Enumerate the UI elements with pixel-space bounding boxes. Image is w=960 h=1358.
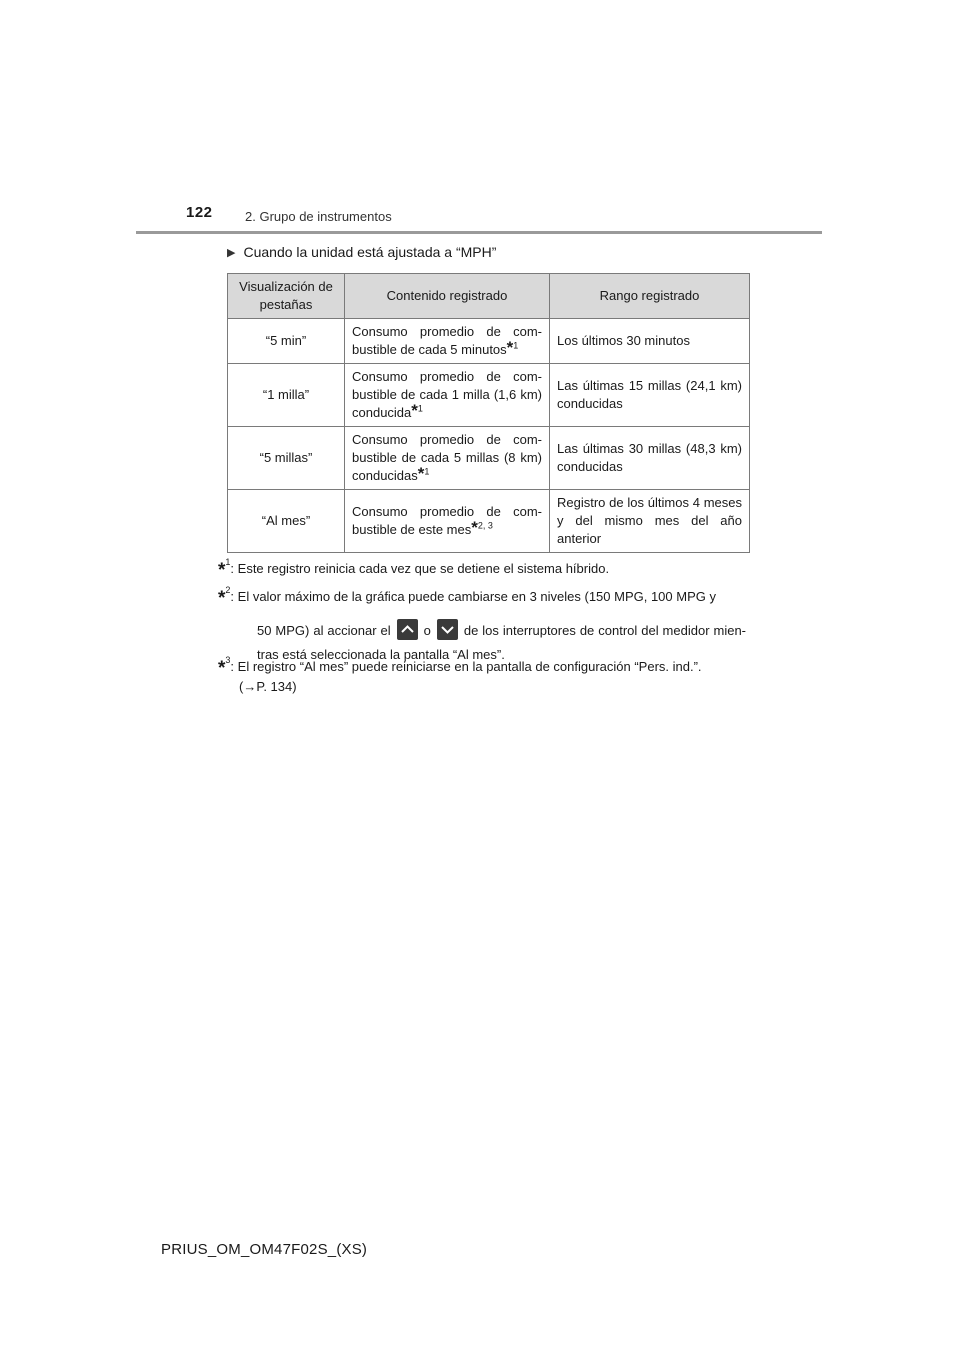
footnote-mark: *$^3$ <box>218 655 231 679</box>
section-title: 2. Grupo de instrumentos <box>245 209 392 224</box>
cell-content <box>345 364 550 427</box>
footnote-ref: 1 <box>424 466 430 477</box>
footnote-continuation: (→P. 134) <box>239 679 297 694</box>
footnote-text: : El valor máximo de la gráfica puede cambiarse en 3 niveles (150 MPG, 100 MPG y <box>230 589 716 604</box>
asterisk-mark: * <box>411 401 418 420</box>
footnote-number: 1 <box>225 557 231 567</box>
cell-tab: “Al mes” <box>228 490 345 553</box>
table-header-row <box>228 274 750 319</box>
header-rule <box>136 231 822 234</box>
column-header-range: Rango registrado <box>550 274 750 319</box>
subheading <box>227 244 496 260</box>
footnote-ref: 1 <box>513 340 519 351</box>
cell-tab: “5 millas” <box>228 427 345 490</box>
footnote-text: : El registro “Al mes” puede reiniciarse en la pantalla de configuración “Pers. ind.”. <box>230 659 702 674</box>
cell-content-text: Consumo promedio de com- bustible de cada 5 millas (8 km) conducidas <box>352 432 542 483</box>
footnote-text: : Este registro reinicia cada vez que se detiene el sistema híbrido. <box>230 561 610 576</box>
asterisk-mark: * <box>417 464 425 483</box>
column-header-content: Contenido registrado <box>345 274 550 319</box>
footnote-number: 2 <box>225 585 231 595</box>
footnote-number: 3 <box>225 655 231 665</box>
asterisk-mark: * <box>471 518 478 537</box>
footnote-text-b: de los interruptores de control del medidor mien- tras está seleccionada la pantalla “Al mes”. <box>257 623 746 662</box>
footnote-text-or: o <box>423 623 431 638</box>
cell-content <box>345 319 550 364</box>
page-number: 122 <box>186 204 213 221</box>
cell-content <box>345 490 550 553</box>
footnote-3 <box>218 654 746 699</box>
triangle-bullet-icon: ▶ <box>227 246 236 259</box>
records-table <box>227 273 750 553</box>
cell-content <box>345 427 550 490</box>
cell-content-text: Consumo promedio de com- bustible de cada 5 minutos <box>352 324 542 357</box>
footnote-text-a: 50 MPG) al accionar el <box>257 623 391 638</box>
footnote-1 <box>218 556 609 581</box>
footnote-ref: 1 <box>417 403 423 414</box>
cell-range: Los últimos 30 minutos <box>550 319 750 364</box>
cell-content-text: Consumo promedio de com- bustible de este mes <box>352 504 542 537</box>
table-row <box>228 427 750 490</box>
cell-content-text: Consumo promedio de com- bustible de cada 1 milla (1,6 km) conducida <box>352 369 542 420</box>
cell-range: Registro de los últimos 4 meses y del mismo mes del año anterior <box>550 490 750 553</box>
cell-tab: “1 milla” <box>228 364 345 427</box>
chevron-down-icon <box>437 619 458 640</box>
asterisk-mark: * <box>506 338 514 357</box>
footnote-ref: 2, 3 <box>477 520 493 531</box>
cell-range: Las últimas 30 millas (48,3 km) conducidas <box>550 427 750 490</box>
cell-tab: “5 min” <box>228 319 345 364</box>
document-code: PRIUS_OM_OM47F02S_(XS) <box>161 1241 368 1258</box>
column-header-tab: Visualización de pestañas <box>228 274 345 319</box>
subheading-text: Cuando la unidad está ajustada a “MPH” <box>243 244 497 260</box>
table-row <box>228 364 750 427</box>
footnote-mark: *$^1$ <box>218 557 231 581</box>
table-row <box>228 319 750 364</box>
footnote-mark: *$^2$ <box>218 585 231 609</box>
cell-range: Las últimas 15 millas (24,1 km) conducidas <box>550 364 750 427</box>
table-row <box>228 490 750 553</box>
chevron-up-icon <box>397 619 418 640</box>
